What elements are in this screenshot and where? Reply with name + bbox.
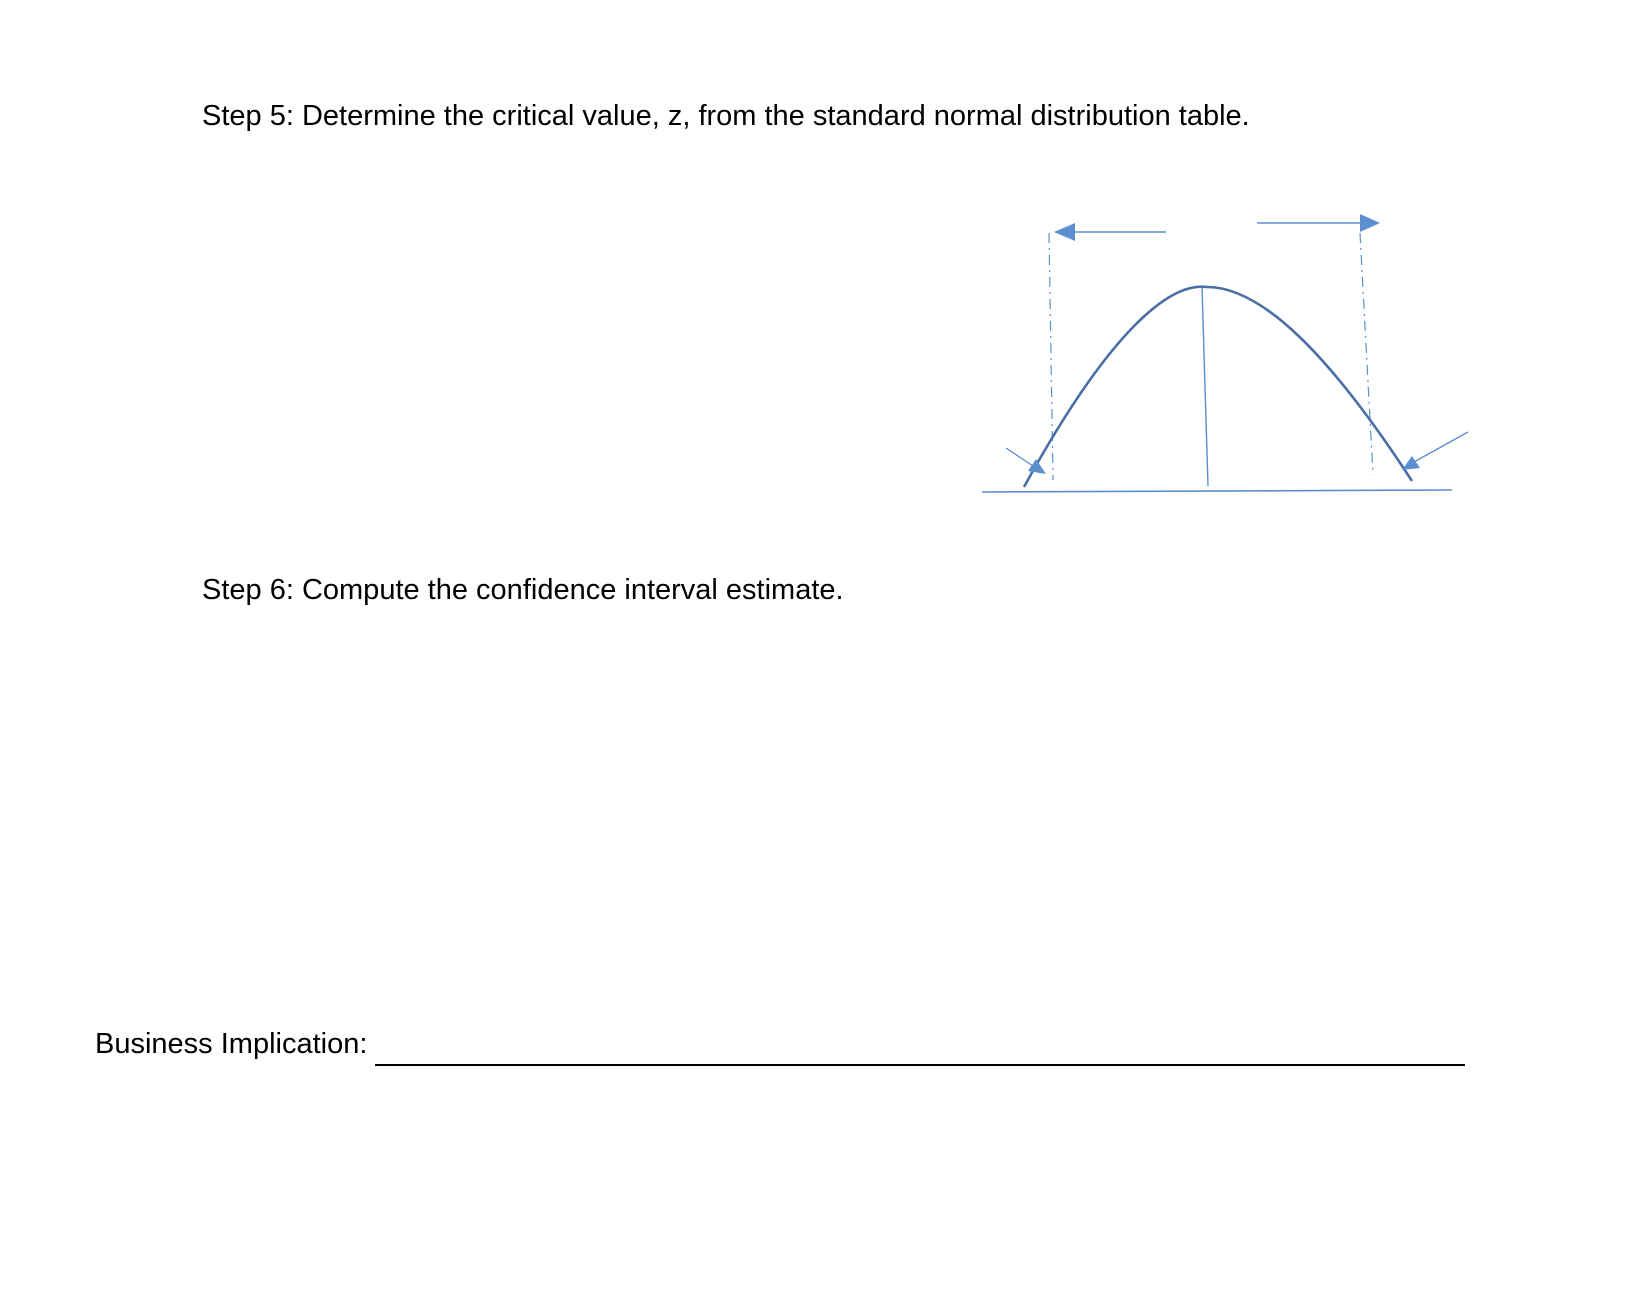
bell-curve [1024,287,1412,487]
step-5-heading: Step 5: Determine the critical value, z, from the standard normal distribution table. [202,100,1250,132]
business-implication-label: Business Implication: [95,1028,368,1060]
left-arrow-icon [1054,223,1075,241]
step-6-heading: Step 6: Compute the confidence interval estimate. [202,574,844,606]
left-tail-arrow-icon [1028,459,1046,474]
business-implication-row [95,1022,1465,1066]
left-tail-pointer-line [1006,448,1036,468]
center-line [1202,287,1208,486]
right-boundary-dashed [1360,233,1373,475]
business-implication-answer-line[interactable] [375,1028,1465,1066]
right-arrow-icon [1360,214,1380,232]
right-tail-pointer-line [1414,432,1468,462]
right-tail-arrow-icon [1402,456,1420,470]
baseline [982,490,1452,492]
